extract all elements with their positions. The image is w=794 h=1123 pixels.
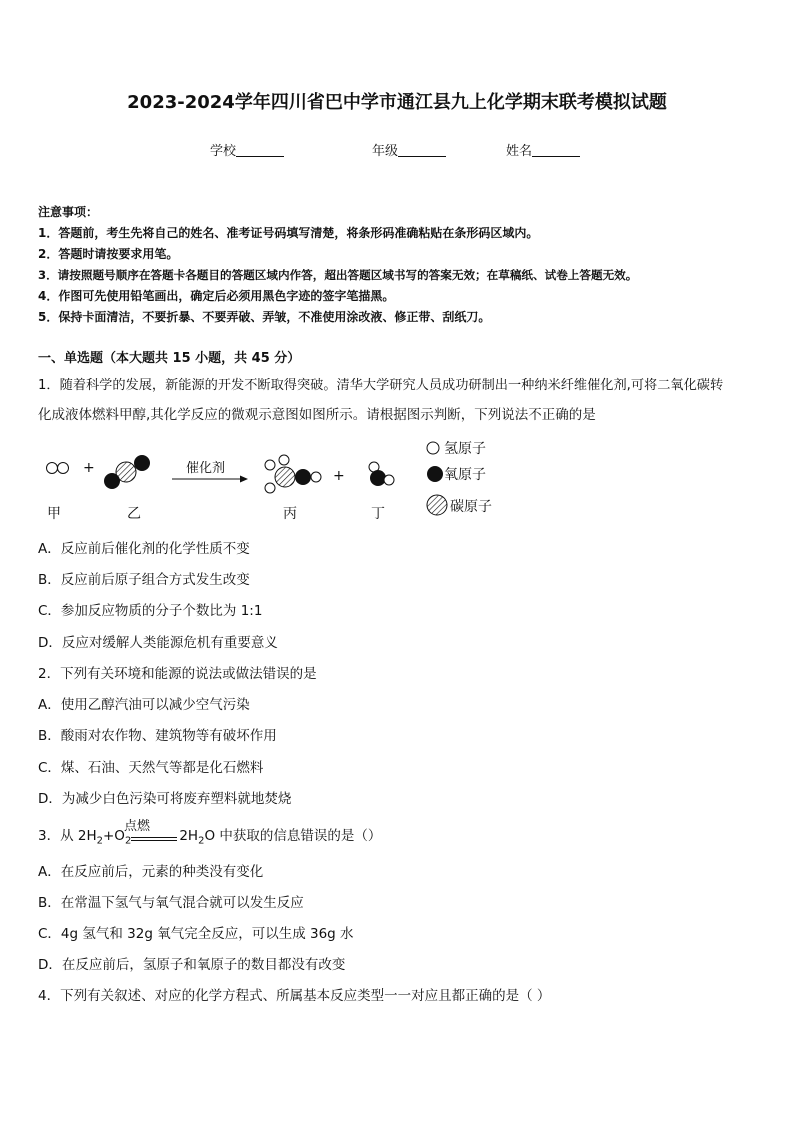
q1-option-b: B．反应前后原子组合方式发生改变 [38,572,250,588]
oxygen-atom-icon [427,466,443,482]
molecule-yi [104,455,150,489]
notice-heading: 注意事项： [38,205,99,219]
grade-label: 年级 [372,144,399,159]
subscript: 2 [198,835,205,847]
q3-prefix: 3．从 2H [38,828,97,844]
molecule-ding [369,462,394,486]
name-label: 姓名 [506,144,533,159]
section-title: 一、单选题（本大题共 15 小题，共 45 分） [38,351,301,366]
subscript: 2 [96,835,103,847]
q1-stem-line1: 1．随着科学的发展，新能源的开发不断取得突破。清华大学研究人员成功研制出一种纳米纤维催化剂,可将二氧化碳转 [38,378,724,393]
notice-item: 2．答题时请按要求用笔。 [38,247,179,261]
plus-sign: + [333,468,345,484]
notice-item: 1．答题前，考生先将自己的姓名、准考证号码填写清楚，将条形码准确粘贴在条形码区域内。 [38,226,539,240]
school-label: 学校 [210,144,237,159]
q3-suffix: O 中获取的信息错误的是（） [204,828,382,844]
q3-option-b: B．在常温下氢气与氧气混合就可以发生反应 [38,895,304,911]
q3-option-c: C．4g 氢气和 32g 氧气完全反应，可以生成 36g 水 [38,926,354,942]
q1-option-d: D．反应对缓解人类能源危机有重要意义 [38,635,278,651]
catalyst-label: 催化剂 [186,461,226,476]
notice-item: 4．作图可先使用铅笔画出，确定后必须用黑色字迹的签字笔描黑。 [38,289,395,303]
notice-item: 3．请按照题号顺序在答题卡各题目的答题区域内作答，超出答题区域书写的答案无效；在草稿纸、试卷上答题无效。 [38,268,638,282]
q2-option-c: C．煤、石油、天然气等都是化石燃料 [38,760,264,776]
reaction-arrow [172,476,248,483]
label-ding: 丁 [371,506,385,522]
q1-stem-line2: 化成液体燃料甲醇,其化学反应的微观示意图如图所示。请根据图示判断，下列说法不正确的是 [38,407,596,423]
label-bing: 丙 [283,506,297,522]
q3-stem [38,821,381,857]
q4-stem: 4．下列有关叙述、对应的化学方程式、所属基本反应类型一一对应且都正确的是（ ） [38,988,551,1004]
hydrogen-atom-icon [427,442,439,454]
legend-carbon: 碳原子 [450,499,492,515]
molecule-bing [265,455,321,493]
q1-option-a: A．反应前后催化剂的化学性质不变 [38,541,250,557]
legend-oxygen: 氧原子 [444,467,486,483]
ignite-condition: 点燃 [124,819,151,834]
subscript: 2 [124,835,132,847]
label-jia: 甲 [47,506,61,522]
q2-option-b: B．酸雨对农作物、建筑物等有破坏作用 [38,728,277,744]
q2-stem: 2．下列有关环境和能源的说法或做法错误的是 [38,666,317,682]
carbon-atom-icon [427,495,447,515]
molecule-jia [47,463,69,474]
q2-option-d: D．为减少白色污染可将废弃塑料就地焚烧 [38,791,292,807]
page-title: 2023-2024学年四川省巴中学市通江县九上化学期末联考模拟试题 [127,92,667,113]
legend-hydrogen: 氢原子 [444,441,486,457]
label-yi: 乙 [127,506,141,522]
q3-oxygen: +O [103,828,125,844]
q3-option-d: D．在反应前后，氢原子和氧原子的数目都没有改变 [38,957,346,973]
q1-option-c: C．参加反应物质的分子个数比为 1:1 [38,603,263,619]
q3-product: 2H [179,828,199,844]
q3-option-a: A．在反应前后，元素的种类没有变化 [38,864,264,880]
notice-item: 5．保持卡面清洁，不要折暴、不要弄破、弄皱，不准使用涂改液、修正带、刮纸刀。 [38,310,491,324]
plus-sign: + [83,460,95,476]
q2-option-a: A．使用乙醇汽油可以减少空气污染 [38,697,250,713]
